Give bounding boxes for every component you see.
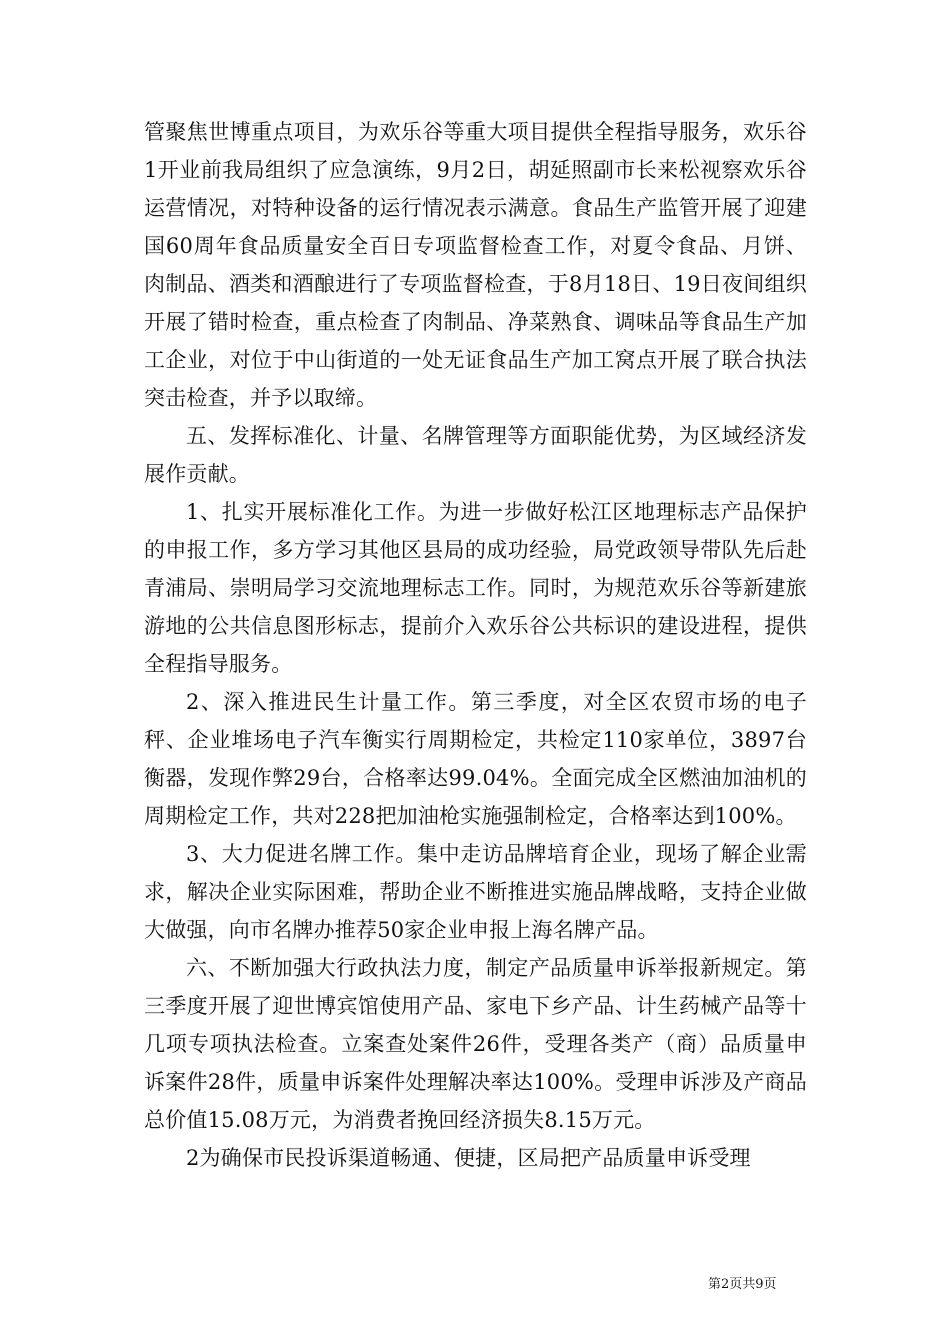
paragraph-continuation: 管聚焦世博重点项目，为欢乐谷等重大项目提供全程指导服务，欢乐谷1开业前我局组织了应急演练，9月2日，胡延照副市长来松视察欢乐谷运营情况，对特种设备的运行情况表示满意。食品生产监管开展了迎建国60周年食品质量安全百日专项监督检查工作，对夏令食品、月饼、肉制品、酒类和酒酿进行了专项监督检查，于8月18日、19日夜间组织开展了错时检查，重点检查了肉制品、净菜熟食、调味品等食品生产加工企业，对位于中山街道的一处无证食品生产加工窝点开展了联合执法突击检查，并予以取缔。 [144,120,807,410]
paragraph-metrology: 2、深入推进民生计量工作。第三季度，对全区农贸市场的电子秤、企业堆场电子汽车衡实行周期检定，共检定110家单位，3897台衡器，发现作弊29台，合格率达99.04%。全面完成全区燃油加油机的周期检定工作，共对228把加油枪实施强制检定，合格率达到100%。 [144,690,807,828]
section-heading-five: 五、发挥标准化、计量、名牌管理等方面职能优势，为区域经济发展作贡献。 [144,424,807,486]
document-body [144,113,807,1177]
page-number-footer: 第2页共9页 [708,1277,777,1292]
paragraph-brand: 3、大力促进名牌工作。集中走访品牌培育企业，现场了解企业需求，解决企业实际困难，帮助企业不断推进实施品牌战略，支持企业做大做强，向市名牌办推荐50家企业申报上海名牌产品。 [144,842,807,942]
paragraph-complaint: 2为确保市民投诉渠道畅通、便捷，区局把产品质量申诉受理 [186,1146,751,1170]
section-heading-six: 六、不断加强大行政执法力度，制定产品质量申诉举报新规定。第三季度开展了迎世博宾馆使用产品、家电下乡产品、计生药械产品等十几项专项执法检查。立案查处案件26件，受理各类产（商）品质量申诉案件28件，质量申诉案件处理解决率达100%。受理申诉涉及产商品总价值15.08万元，为消费者挽回经济损失8.15万元。 [144,956,807,1132]
paragraph-standardization: 1、扎实开展标准化工作。为进一步做好松江区地理标志产品保护的申报工作，多方学习其他区县局的成功经验，局党政领导带队先后赴青浦局、崇明局学习交流地理标志工作。同时，为规范欢乐谷等新建旅游地的公共信息图形标志，提前介入欢乐谷公共标识的建设进程，提供全程指导服务。 [144,500,807,676]
